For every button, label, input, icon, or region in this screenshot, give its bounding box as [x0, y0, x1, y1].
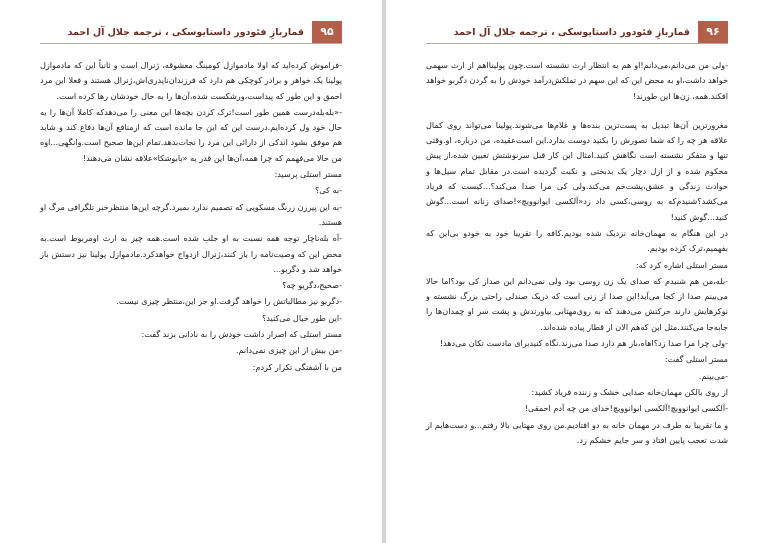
paragraph: -صحیح،دگربو چه؟	[282, 280, 342, 291]
left-page-header	[40, 21, 342, 44]
right-page-header	[426, 21, 728, 44]
paragraph: مغرورترین آن‌ها تبدیل به پست‌ترین بنده‌ها و غلام‌ها می‌شوند.پولینا می‌تواند روی کمال علاقه هر چه را که شما تصورش را بکنید دوست بدارد.این است‌عقیده، من درباره، او.وقتی تنها و متفکر نشسته است نگاهش کنید.امثال این کار قبل سرنوشتش تعیین شده،از پیش محکوم شده و از ازل دچار یک بدبختی و نکبت گردیده است.در مقابل تمام سیل‌ها و حوادث زندگی و عشق،پشت‌خم می‌کند.ولی کی مرا صدا می‌کند؟...کیست که فریاد می‌کشد؟شنیدم‌که به روسی،کسی داد زد«آلکسی ایوانوویچ»!صدای زنانه است...گوش کنید...گوش کنید!	[426, 119, 728, 222]
running-title: قماربازِ فئودور داستایوسکی ، ترجمه جلال آل احمد	[67, 27, 304, 38]
paragraph: -من بیش از این چیزی نمی‌دانم.	[235, 345, 342, 356]
right-page	[386, 0, 768, 543]
paragraph: -این طور خیال می‌کنید؟	[262, 312, 342, 323]
paragraph: -دگربو نیز مطالباتش را خواهد گرفت.او جز این،منتظر چیزی نیست.	[116, 296, 342, 307]
paragraph: -به این پیرزن زرنگ مسکویی که تصمیم ندارد بمیرد.گرچه این‌ها منتظرخبر تلگرافی مرگ او هستند.	[40, 201, 342, 227]
paragraph: -ولی چرا مرا صدا زد؟‌اهاه،باز هم دارد صدا می‌زند.نگاه کنید‌برای ماد‌ست تکان می‌دهد!	[439, 338, 728, 349]
paragraph: و ما تقریبا به طرف در مهمان خانه به دو افتادیم.من روی مهتابی بالا رفتم...و دست‌هایم از شدت تعجب پایین افتاد و سر جایم خشکم زد.	[426, 419, 728, 445]
paragraph: -بله،من هم شنیدم که صدای یک زن روسی بود ولی نمی‌دانم این صداز کی بود؟اما حالا می‌بینم صدا از کجا می‌آید!این صدا از زنی است که دریک صندلی راحتی بزرگ نشسته و نوکرهایش دارند حرکتش می‌دهند که به روی‌مهتابی بیاورندش و پشت سر او چمدان‌ها را جابه‌جا می‌کنند.مثل این که‌هم الان از قطار پیاده شده‌اند.	[426, 275, 728, 332]
paragraph: از روی بالکن مهمان‌خانه صدایی خشک و زننده فریاد کشید:	[531, 386, 728, 397]
paragraph: -به کی؟	[315, 185, 342, 196]
paragraph: -«بله‌بله‌درست همین طور است!ترک کردن بچه‌ها این معنی را می‌دهدکه کاملا آن‌ها را به حال خود ول کرده‌ایم.درست این که این جا مانده است که ازمنافع آن‌ها دفاع کند و شاید هم موفق بشود اندکی از دارائی این مرد را نجات‌بدهد.تمام این‌ها صحیح است.وانگهی...اوه من حالا می‌فهمم که چرا همه،آن‌ها این قدر به «بابوشکا»علاقه نشان می‌دهند!	[40, 106, 342, 163]
paragraph: در این هنگام به مهمان‌خانه نزدیک شده بودیم.کافه را تقریبا خود به خودو بی‌این که بفهمیم،ترک کرده بودیم.	[426, 227, 728, 254]
paragraph: مستر استلی گفت:	[664, 354, 728, 365]
page-number: ۹۵	[312, 21, 342, 43]
paragraph: مستر استلی پرسید:	[274, 169, 342, 180]
paragraph: -فراموش کرده‌اید که اولا مادموازل کومینگ معشوقه، ژنرال است و ثانیاً این که مادموازل پولینا یک خواهر و برادر کوچکی هم دارد که فرزندان‌ناپدری‌اش،ژنرال هستند و فعلا این مرد احمق و این طور که پیداست،ورشکست شده،آن‌ها را به حال خودشان رها کرده است.	[40, 60, 342, 101]
paragraph: من با آشفتگی تکرار کردم:	[252, 361, 342, 372]
left-page	[0, 0, 382, 543]
running-title: قماربازِ فئودور داستایوسکی ، ترجمه جلال آل احمد	[453, 27, 690, 38]
left-page-text	[40, 58, 342, 376]
paragraph: -آه بله‌ناچار توجه همه نسبت به او جلب شده است.همه چیز به ارث اومربوط است.به محض این که وصیت‌نامه را باز کنند،ژنرال ازدواج خواهدکرد.مادموازل پولینا نیز دستش باز خواهد شد و دگربو...	[40, 233, 342, 274]
paragraph: -آلکسی ایوانوویچ!آلکسی ایوانوویچ!خدای من چه آدم احمقی!	[524, 403, 728, 414]
paragraph: -ولی من می‌دانم،می‌دانم!او هم به انتظار ارث نشسته است.چون پولینااهم از ارث سهمی خواهد داشت،او به محض این که این سهم در تملکش‌درآمد خودش را به گردن دگربو خواهد افکند.همه، زن‌ها این طورند!	[426, 60, 728, 101]
paragraph: مستر استلی که اصرار داشت خودش را به نادانی بزند گفت:	[141, 329, 342, 340]
right-page-text	[426, 58, 728, 449]
paragraph: -می‌بینم.	[698, 370, 728, 381]
paragraph: مستر استلی اشاره کرد که:	[635, 259, 728, 270]
page-number: ۹۶	[698, 21, 728, 43]
